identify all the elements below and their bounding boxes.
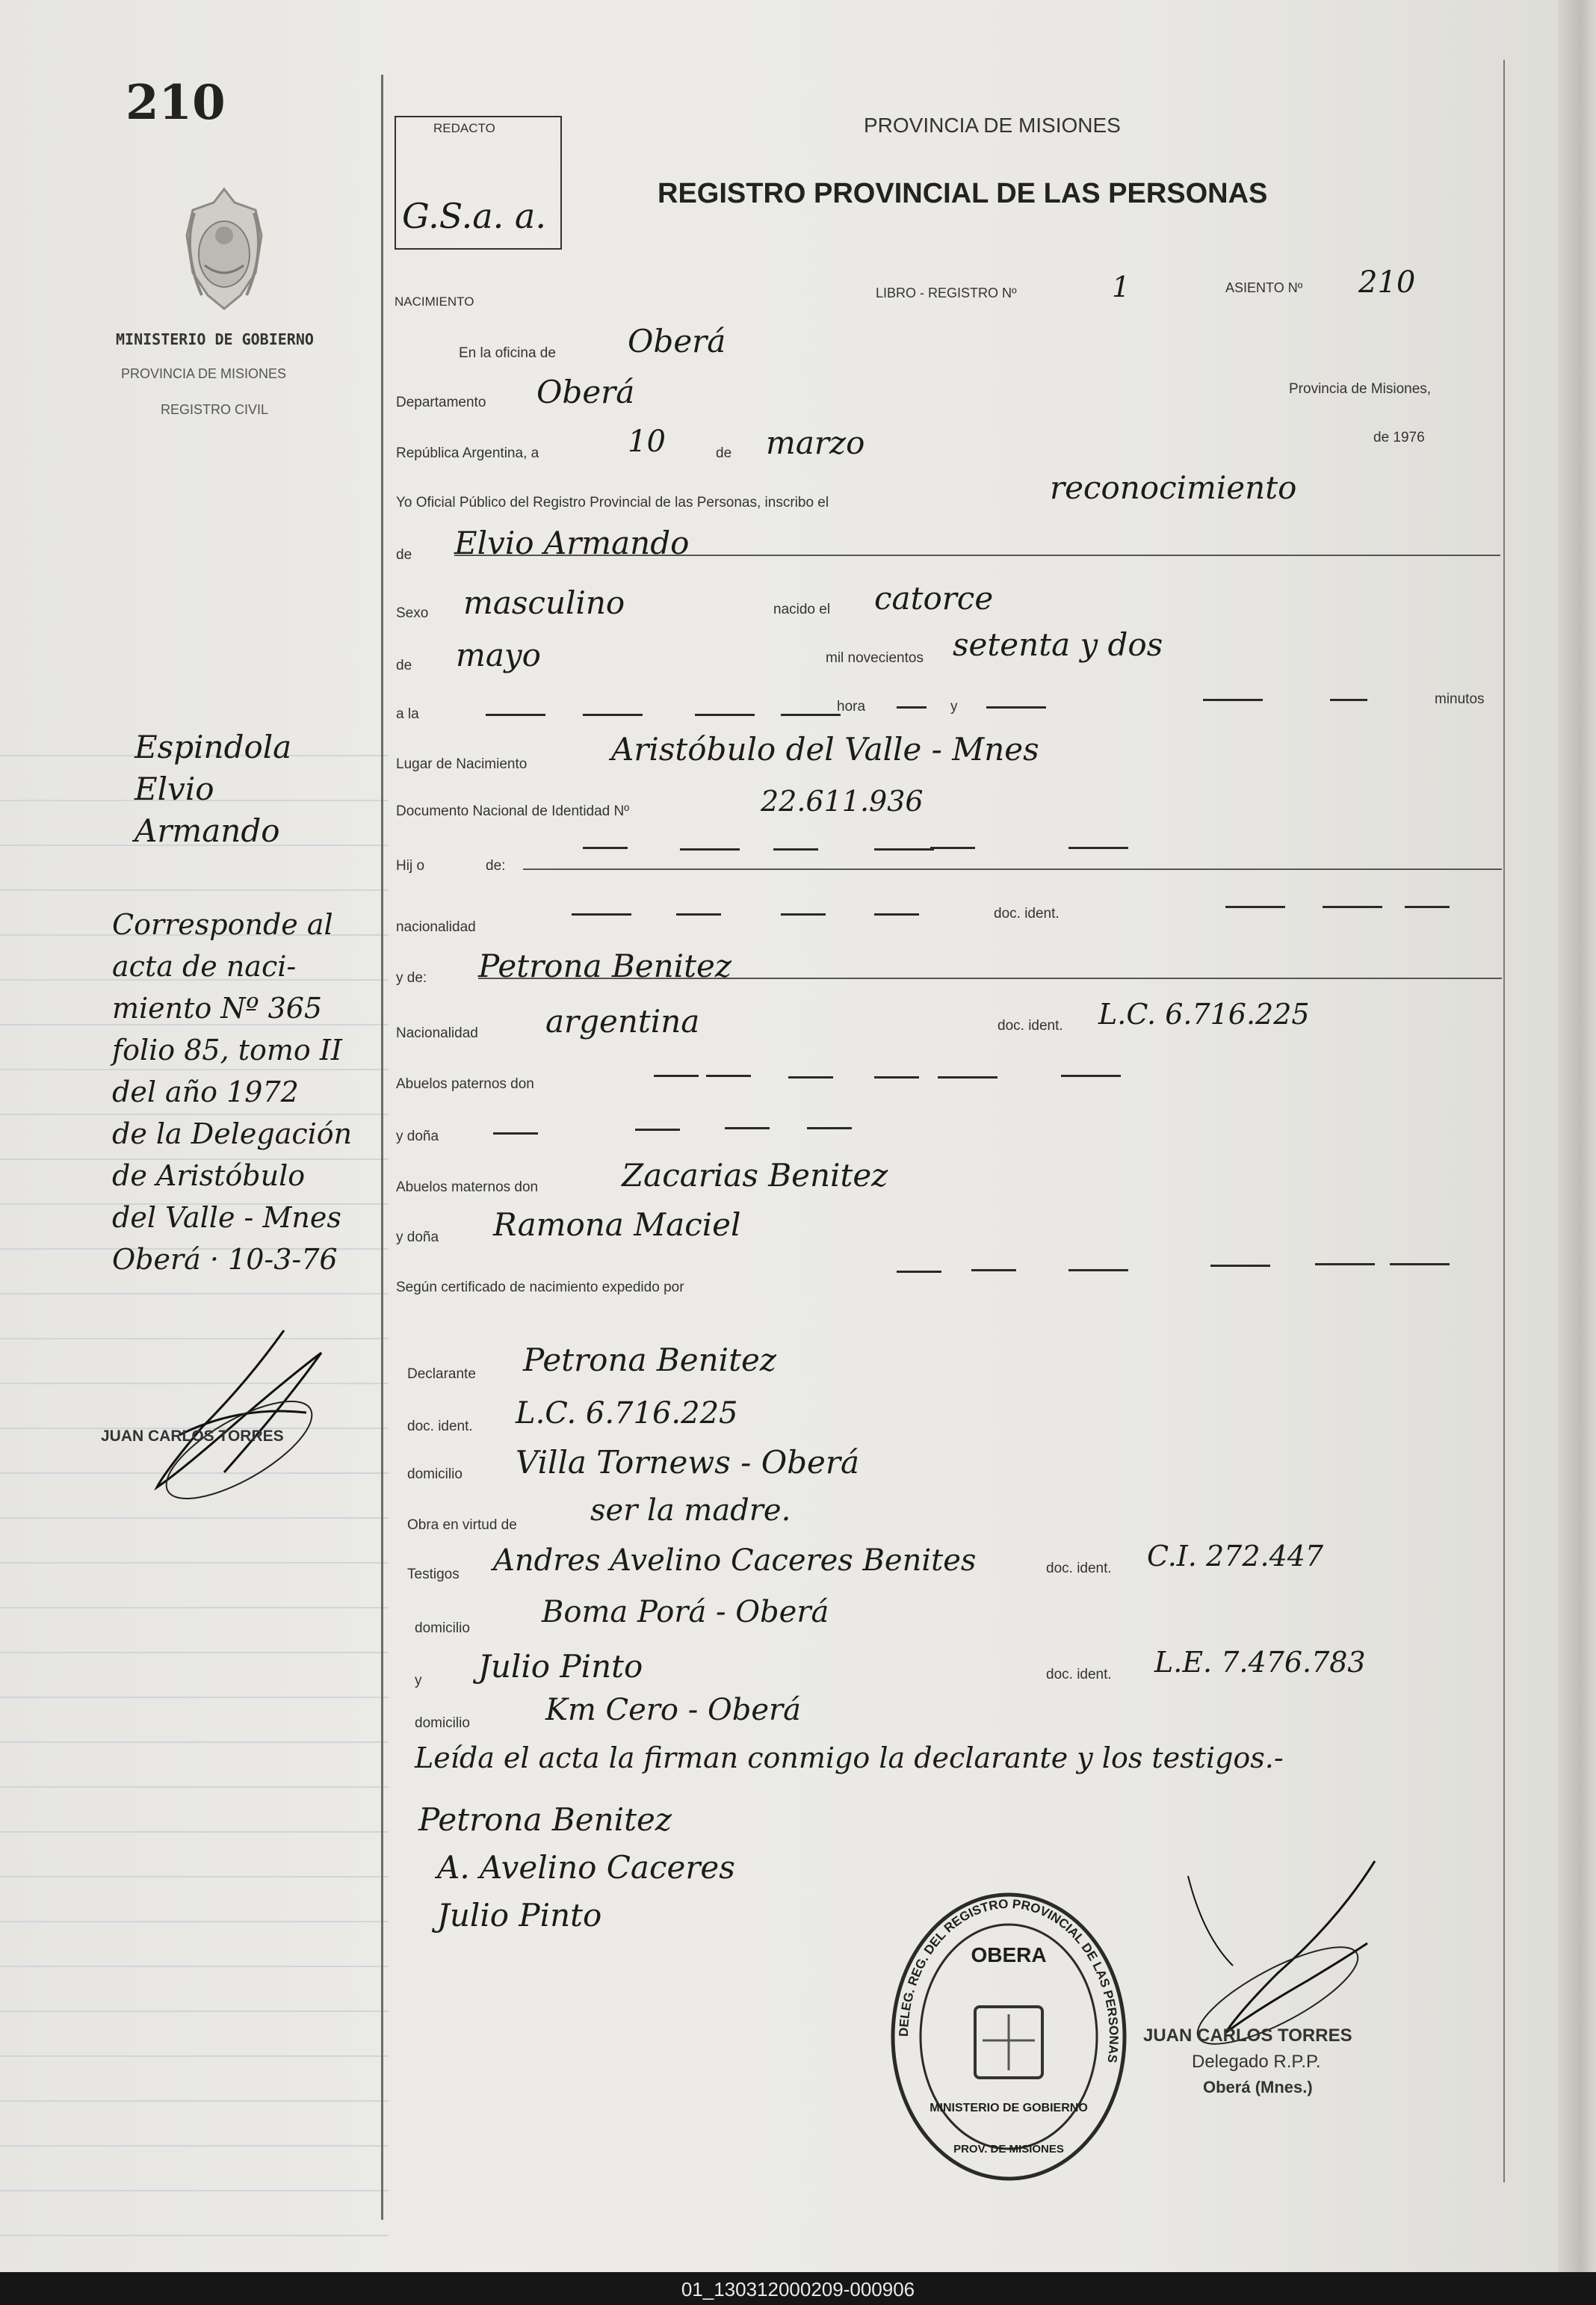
- form-republica-label: República Argentina, a: [396, 445, 539, 461]
- blank-field-dash: [1390, 1263, 1450, 1265]
- form-doc-ident5-value: L.E. 7.476.783: [1154, 1646, 1366, 1679]
- blank-field-dash: [773, 848, 818, 851]
- margin-rule: [0, 1786, 389, 1788]
- margin-rule: [0, 1517, 389, 1519]
- form-y2-label: y: [415, 1673, 422, 1688]
- blank-field-dash: [493, 1132, 538, 1135]
- form-lugar-label: Lugar de Nacimiento: [396, 756, 528, 772]
- form-declarante-label: Declarante: [407, 1366, 476, 1382]
- blank-field-dash: [635, 1129, 680, 1131]
- form-abuela-materna-value: Ramona Maciel: [493, 1206, 741, 1243]
- form-doc-ident3-value: L.C. 6.716.225: [516, 1396, 738, 1431]
- form-doc-ident2-label: doc. ident.: [998, 1018, 1063, 1034]
- margin-rule: [0, 2011, 389, 2012]
- blank-field-dash: [971, 1269, 1016, 1271]
- margin-note-line: del Valle - Mnes: [112, 1201, 341, 1234]
- form-y-label: y: [950, 699, 958, 715]
- margin-rule: [0, 2100, 389, 2102]
- blank-field-dash: [938, 1076, 998, 1079]
- margin-note-line: de la Delegación: [112, 1117, 353, 1150]
- form-mother-value: Petrona Benitez: [478, 948, 732, 984]
- margin-note-line: Oberá · 10-3-76: [112, 1243, 338, 1276]
- blank-field-dash: [725, 1127, 770, 1129]
- form-libro-label: LIBRO - REGISTRO Nº: [876, 286, 1017, 300]
- field-underline: [454, 555, 1500, 556]
- blank-field-dash: [1323, 906, 1382, 908]
- margin-rule: [0, 2145, 389, 2147]
- official-right-title: Delegado R.P.P.: [1192, 2052, 1321, 2072]
- form-testigo2-value: Julio Pinto: [478, 1648, 643, 1685]
- blank-field-dash: [1068, 1269, 1128, 1271]
- form-domicilio2-value: Boma Porá - Oberá: [542, 1595, 829, 1629]
- blank-field-dash: [680, 848, 740, 851]
- form-departamento-label: Departamento: [396, 395, 486, 410]
- field-underline: [478, 978, 1502, 979]
- form-abuelo-materno-value: Zacarias Benitez: [622, 1157, 888, 1194]
- margin-note-line: del año 1972: [112, 1076, 299, 1108]
- form-nacido-value: catorce: [874, 580, 994, 617]
- redacto-label: REDACTO: [433, 121, 495, 135]
- blank-field-dash: [706, 1075, 751, 1077]
- form-doc-ident3-label: doc. ident.: [407, 1419, 473, 1434]
- right-signature: [1151, 1854, 1390, 2048]
- form-nacionalidad2-value: argentina: [545, 1003, 700, 1040]
- stamp-province: PROV. DE MISIONES: [953, 2143, 1064, 2156]
- field-underline: [523, 868, 1502, 870]
- form-sig2-value: A. Avelino Caceres: [437, 1849, 735, 1886]
- redacto-value: G.S.a. a.: [402, 196, 546, 236]
- ministry-registry: REGISTRO CIVIL: [161, 402, 269, 417]
- form-hijo-label: Hij o: [396, 858, 425, 874]
- form-sig1-value: Petrona Benitez: [418, 1801, 672, 1838]
- margin-rule: [0, 1562, 389, 1564]
- form-hora-label: hora: [837, 699, 866, 715]
- margin-rule: [0, 1114, 389, 1115]
- form-doc-ident-label: doc. ident.: [994, 906, 1060, 922]
- form-segun-label: Según certificado de nacimiento expedido por: [396, 1280, 684, 1295]
- ministry-province: PROVINCIA DE MISIONES: [121, 366, 287, 381]
- blank-field-dash: [874, 1076, 919, 1079]
- official-left-name: JUAN CARLOS TORRES: [101, 1428, 284, 1445]
- form-day-value: 10: [628, 425, 666, 459]
- stamp-ring-text: DELEG. REG. DEL REGISTRO PROVINCIAL DE LAS PERSONAS: [896, 1896, 1122, 2064]
- form-type-label: NACIMIENTO: [395, 294, 474, 309]
- left-signature: [134, 1323, 359, 1502]
- form-lugar-value: Aristóbulo del Valle - Mnes: [611, 731, 1039, 768]
- blank-field-dash: [781, 913, 826, 916]
- margin-rule: [0, 1831, 389, 1833]
- form-de3-label: de: [396, 658, 412, 673]
- right-border: [1503, 60, 1505, 2182]
- margin-note-line: folio 85, tomo II: [112, 1034, 342, 1067]
- blank-field-dash: [930, 847, 975, 849]
- form-domicilio-value: Villa Tornews - Oberá: [516, 1444, 859, 1481]
- margin-rule: [0, 2055, 389, 2057]
- stamp-ministry: MINISTERIO DE GOBIERNO: [930, 2102, 1088, 2114]
- blank-field-dash: [874, 848, 934, 851]
- margin-divider: [381, 75, 383, 2220]
- form-minutos-label: minutos: [1435, 691, 1485, 707]
- footer-filename: 01_130312000209-000906: [681, 2278, 915, 2301]
- form-birth-year-value: setenta y dos: [953, 626, 1163, 663]
- form-ydona2-label: y doña: [396, 1229, 439, 1245]
- form-testigo1-value: Andres Avelino Caceres Benites: [493, 1543, 977, 1578]
- form-provincia-label: Provincia de Misiones,: [1289, 381, 1432, 397]
- margin-rule: [0, 1652, 389, 1653]
- margin-rule: [0, 2190, 389, 2191]
- margin-rule: [0, 1697, 389, 1698]
- form-doc-ident2-value: L.C. 6.716.225: [1098, 998, 1310, 1031]
- page-edge: [1558, 0, 1596, 2272]
- blank-field-dash: [781, 714, 841, 716]
- blank-field-dash: [583, 714, 643, 716]
- blank-field-dash: [1068, 847, 1128, 849]
- form-month-value: marzo: [766, 425, 865, 461]
- margin-rule: [0, 1607, 389, 1608]
- margin-rule: [0, 1921, 389, 1922]
- header-title: REGISTRO PROVINCIAL DE LAS PERSONAS: [658, 178, 1268, 209]
- form-ala-label: a la: [396, 706, 419, 722]
- header-province: PROVINCIA DE MISIONES: [864, 114, 1121, 137]
- form-name-value: Elvio Armando: [454, 525, 690, 561]
- blank-field-dash: [1061, 1075, 1121, 1077]
- coat-of-arms-emblem: [172, 183, 276, 318]
- margin-rule: [0, 1741, 389, 1743]
- form-doc-ident4-value: C.I. 272.447: [1147, 1540, 1324, 1573]
- form-abuelos-paternos-label: Abuelos paternos don: [396, 1076, 534, 1092]
- form-mil-label: mil novecientos: [826, 650, 924, 666]
- form-domicilio3-value: Km Cero - Oberá: [545, 1693, 801, 1727]
- form-de-label: de: [716, 445, 732, 461]
- margin-rule: [0, 2235, 389, 2236]
- form-libro-value: 1: [1112, 271, 1130, 303]
- margin-note-line: de Aristóbulo: [112, 1159, 306, 1192]
- margin-rule: [0, 1069, 389, 1070]
- form-office-value: Oberá: [628, 323, 726, 360]
- official-right-name: JUAN CARLOS TORRES: [1143, 2025, 1352, 2046]
- form-domicilio-label: domicilio: [407, 1466, 463, 1482]
- margin-name-line: Armando: [134, 812, 280, 849]
- blank-field-dash: [788, 1076, 833, 1079]
- form-de2-label: de: [396, 547, 412, 563]
- margin-rule: [0, 1966, 389, 1967]
- form-nacionalidad2-label: Nacionalidad: [396, 1025, 478, 1041]
- form-asiento-label: ASIENTO Nº: [1225, 280, 1303, 295]
- page-number: 210: [126, 75, 226, 131]
- form-asiento-value: 210: [1358, 265, 1416, 300]
- blank-field-dash: [583, 847, 628, 849]
- margin-name-line: Elvio: [134, 771, 214, 807]
- official-stamp: [885, 1887, 1132, 2186]
- blank-field-dash: [486, 714, 545, 716]
- margin-name-line: Espindola: [134, 729, 292, 765]
- form-sexo-value: masculino: [463, 584, 625, 621]
- form-testigos-label: Testigos: [407, 1567, 460, 1582]
- form-birth-month-value: mayo: [456, 637, 541, 673]
- stamp-city: OBERA: [971, 1943, 1047, 1966]
- form-nacionalidad-label: nacionalidad: [396, 919, 476, 935]
- blank-field-dash: [897, 706, 927, 709]
- blank-field-dash: [807, 1127, 852, 1129]
- blank-field-dash: [897, 1271, 941, 1273]
- form-year-label: de 1976: [1373, 430, 1425, 445]
- form-closing-value: Leída el acta la firman conmigo la declarante y los testigos.-: [415, 1741, 1284, 1774]
- margin-note-line: miento Nº 365: [112, 992, 323, 1025]
- form-dni-label: Documento Nacional de Identidad Nº: [396, 803, 630, 819]
- blank-field-dash: [654, 1075, 699, 1077]
- form-obra-value: ser la madre.: [590, 1493, 791, 1528]
- blank-field-dash: [1330, 699, 1367, 701]
- form-oficial-label: Yo Oficial Público del Registro Provincial de las Personas, inscribo el: [396, 495, 829, 510]
- blank-field-dash: [1210, 1265, 1270, 1267]
- margin-rule: [0, 889, 389, 891]
- blank-field-dash: [986, 706, 1046, 709]
- form-doc-ident5-label: doc. ident.: [1046, 1667, 1112, 1682]
- form-doc-ident4-label: doc. ident.: [1046, 1561, 1112, 1576]
- form-sexo-label: Sexo: [396, 605, 429, 621]
- form-domicilio3-label: domicilio: [415, 1715, 470, 1731]
- blank-field-dash: [1203, 699, 1263, 701]
- blank-field-dash: [676, 913, 721, 916]
- margin-note-line: acta de naci-: [112, 950, 297, 983]
- official-right-place: Oberá (Mnes.): [1203, 2078, 1313, 2096]
- form-sig3-value: Julio Pinto: [437, 1897, 602, 1934]
- form-yde-label: y de:: [396, 970, 427, 986]
- form-obra-label: Obra en virtud de: [407, 1517, 517, 1533]
- margin-rule: [0, 1293, 389, 1295]
- blank-field-dash: [695, 714, 755, 716]
- form-domicilio2-label: domicilio: [415, 1620, 470, 1636]
- blank-field-dash: [1225, 906, 1285, 908]
- blank-field-dash: [1405, 906, 1450, 908]
- form-nacido-label: nacido el: [773, 602, 831, 617]
- ministry-name: MINISTERIO DE GOBIERNO: [116, 330, 314, 348]
- form-act-value: reconocimiento: [1050, 469, 1297, 506]
- form-declarante-value: Petrona Benitez: [523, 1342, 776, 1378]
- form-de4-label: de:: [486, 858, 506, 874]
- form-abuelos-maternos-label: Abuelos maternos don: [396, 1179, 539, 1195]
- form-departamento-value: Oberá: [536, 374, 635, 410]
- margin-rule: [0, 1876, 389, 1877]
- form-ydona-label: y doña: [396, 1129, 439, 1144]
- blank-field-dash: [572, 913, 631, 916]
- blank-field-dash: [1315, 1263, 1375, 1265]
- blank-field-dash: [874, 913, 919, 916]
- margin-note-line: Corresponde al: [112, 908, 333, 941]
- form-dni-value: 22.611.936: [761, 785, 924, 818]
- form-office-label: En la oficina de: [459, 345, 556, 361]
